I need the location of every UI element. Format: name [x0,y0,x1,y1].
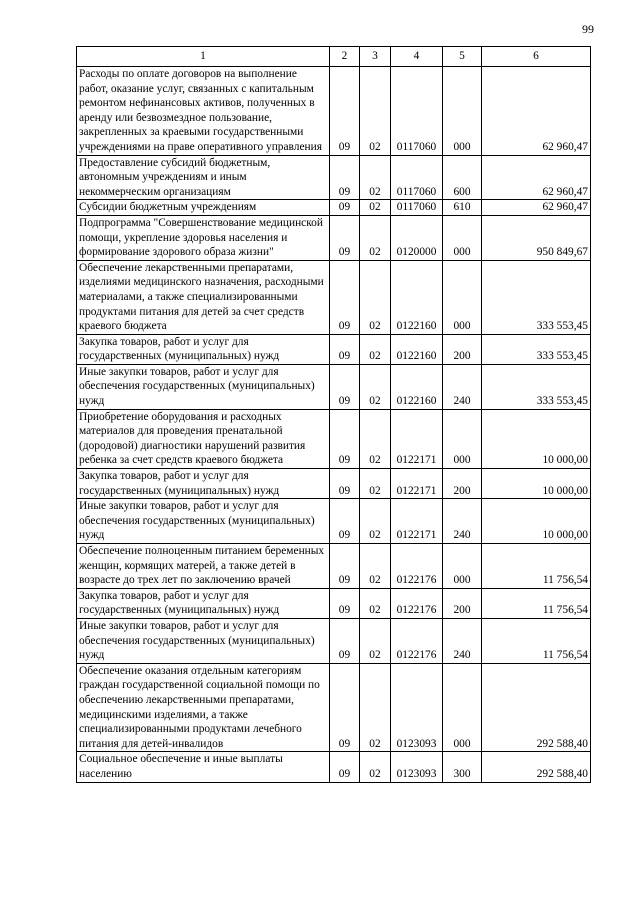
row-amount: 11 756,54 [482,588,591,618]
row-name: Расходы по оплате договоров на выполнение работ, оказание услуг, связанных с капитальным ремонтом нефинансовых активов, полученных в аренду или безвозмездное пользование, закрепленных за краевыми государственными учреждениями на праве оперативного управления [77,67,330,156]
row-name: Обеспечение лекарственными препаратами, изделиями медицинского назначения, расходными материалами, а также специализированными продуктами питания для детей за счет средств краевого бюджета [77,260,330,334]
row-target-article: 0123093 [391,752,443,782]
table-row [77,67,591,156]
table-row [77,155,591,200]
row-amount: 333 553,45 [482,364,591,409]
row-subsection: 02 [360,200,391,216]
row-expense-type: 240 [443,499,482,544]
row-subsection: 02 [360,618,391,663]
row-section: 09 [330,260,360,334]
row-section: 09 [330,752,360,782]
table-row [77,544,591,589]
row-amount: 62 960,47 [482,200,591,216]
header-col-6: 6 [482,47,591,67]
table-row [77,618,591,663]
row-expense-type: 000 [443,544,482,589]
row-amount: 10 000,00 [482,469,591,499]
row-target-article: 0120000 [391,215,443,260]
row-target-article: 0122176 [391,544,443,589]
row-amount: 333 553,45 [482,334,591,364]
row-subsection: 02 [360,663,391,752]
row-section: 09 [330,334,360,364]
header-col-5: 5 [443,47,482,67]
row-subsection: 02 [360,364,391,409]
table-row [77,469,591,499]
row-name: Иные закупки товаров, работ и услуг для обеспечения государственных (муниципальных) нужд [77,364,330,409]
budget-table [76,46,591,783]
row-expense-type: 000 [443,67,482,156]
row-target-article: 0122160 [391,260,443,334]
table-row [77,409,591,468]
row-target-article: 0123093 [391,663,443,752]
row-section: 09 [330,663,360,752]
header-col-3: 3 [360,47,391,67]
row-amount: 333 553,45 [482,260,591,334]
table-row [77,260,591,334]
row-amount: 950 849,67 [482,215,591,260]
row-expense-type: 000 [443,663,482,752]
row-target-article: 0122171 [391,409,443,468]
row-name: Закупка товаров, работ и услуг для государственных (муниципальных) нужд [77,334,330,364]
row-name: Приобретение оборудования и расходных материалов для проведения пренатальной (дородовой) диагностики нарушений развития ребенка за счет средств краевого бюджета [77,409,330,468]
row-name: Подпрограмма "Совершенствование медицинской помощи, укрепление здоровья населения и формирование здорового образа жизни" [77,215,330,260]
row-subsection: 02 [360,499,391,544]
row-subsection: 02 [360,215,391,260]
row-subsection: 02 [360,67,391,156]
row-expense-type: 610 [443,200,482,216]
table-row [77,663,591,752]
row-section: 09 [330,469,360,499]
row-section: 09 [330,364,360,409]
row-expense-type: 200 [443,588,482,618]
row-amount: 292 588,40 [482,663,591,752]
row-section: 09 [330,499,360,544]
row-expense-type: 240 [443,618,482,663]
table-row [77,200,591,216]
table-row [77,334,591,364]
row-expense-type: 300 [443,752,482,782]
row-subsection: 02 [360,469,391,499]
row-expense-type: 600 [443,155,482,200]
row-amount: 10 000,00 [482,499,591,544]
header-row [77,47,591,67]
row-subsection: 02 [360,588,391,618]
row-subsection: 02 [360,334,391,364]
table-row [77,215,591,260]
row-section: 09 [330,409,360,468]
row-section: 09 [330,200,360,216]
row-subsection: 02 [360,260,391,334]
row-name: Социальное обеспечение и иные выплаты населению [77,752,330,782]
row-target-article: 0122176 [391,588,443,618]
row-section: 09 [330,215,360,260]
page-number: 99 [582,22,594,36]
row-amount: 62 960,47 [482,155,591,200]
table-row [77,752,591,782]
row-name: Обеспечение оказания отдельным категориям граждан государственной социальной помощи по обеспечению лекарственными препаратами, медицинскими изделиями, а также специализированными продуктами лечебного питания для детей-инвалидов [77,663,330,752]
row-name: Закупка товаров, работ и услуг для государственных (муниципальных) нужд [77,469,330,499]
row-expense-type: 000 [443,215,482,260]
row-target-article: 0117060 [391,67,443,156]
row-target-article: 0117060 [391,200,443,216]
table-row [77,588,591,618]
table-body [77,67,591,783]
row-target-article: 0122160 [391,334,443,364]
row-amount: 11 756,54 [482,618,591,663]
row-subsection: 02 [360,544,391,589]
row-amount: 62 960,47 [482,67,591,156]
row-section: 09 [330,588,360,618]
row-expense-type: 000 [443,260,482,334]
row-target-article: 0122171 [391,499,443,544]
row-name: Закупка товаров, работ и услуг для государственных (муниципальных) нужд [77,588,330,618]
row-expense-type: 200 [443,469,482,499]
row-target-article: 0122171 [391,469,443,499]
table-row [77,364,591,409]
table-row [77,499,591,544]
table-header [77,47,591,67]
row-amount: 11 756,54 [482,544,591,589]
row-name: Иные закупки товаров, работ и услуг для обеспечения государственных (муниципальных) нужд [77,618,330,663]
row-name: Обеспечение полноценным питанием беременных женщин, кормящих матерей, а также детей в возрасте до трех лет по заключению врачей [77,544,330,589]
row-amount: 292 588,40 [482,752,591,782]
row-target-article: 0122176 [391,618,443,663]
row-section: 09 [330,67,360,156]
row-expense-type: 200 [443,334,482,364]
header-col-2: 2 [330,47,360,67]
header-col-4: 4 [391,47,443,67]
row-name: Субсидии бюджетным учреждениям [77,200,330,216]
row-section: 09 [330,544,360,589]
row-target-article: 0117060 [391,155,443,200]
row-name: Предоставление субсидий бюджетным, автономным учреждениям и иным некоммерческим организациям [77,155,330,200]
row-target-article: 0122160 [391,364,443,409]
row-subsection: 02 [360,752,391,782]
row-expense-type: 000 [443,409,482,468]
row-subsection: 02 [360,409,391,468]
row-section: 09 [330,155,360,200]
row-section: 09 [330,618,360,663]
row-expense-type: 240 [443,364,482,409]
row-amount: 10 000,00 [482,409,591,468]
header-col-1: 1 [77,47,330,67]
row-subsection: 02 [360,155,391,200]
row-name: Иные закупки товаров, работ и услуг для обеспечения государственных (муниципальных) нужд [77,499,330,544]
